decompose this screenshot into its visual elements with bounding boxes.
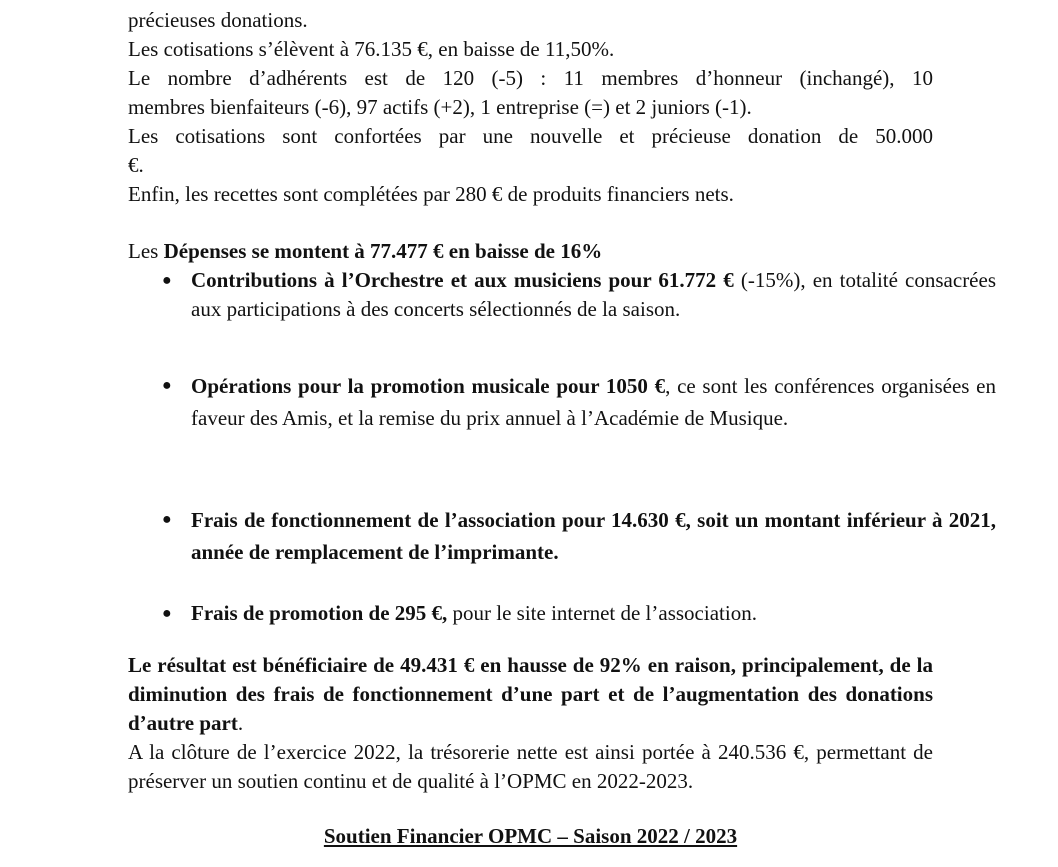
paragraph-line: précieuses donations. [128, 8, 308, 32]
paragraph-line: €. [128, 153, 144, 177]
section-title: Soutien Financier OPMC – Saison 2022 / 2023 [323, 824, 738, 848]
paragraph-line: Les cotisations sont confortées par une nouvelle et précieuse donation de 50.000 [128, 124, 933, 148]
bullet-bold: Frais de fonctionnement de l’association pour 14.630 €, soit un montant inférieur à 2021, année de remplacement de l’imprimante. [191, 508, 996, 564]
bullet-dot-icon: ● [162, 272, 172, 289]
bullet-text: pour le site internet de l’association. [447, 601, 757, 625]
bullet-dot-icon: ● [162, 377, 172, 394]
bullet-bold: Frais de promotion de 295 €, [191, 601, 448, 625]
bullet-bold: Contributions à l’Orchestre et aux musiciens pour 61.772 € [191, 268, 734, 292]
cloture-paragraph: A la clôture de l’exercice 2022, la trésorerie nette est ainsi portée à 240.536 €, permettant de préserver un soutien continu et de qualité à l’OPMC en 2022-2023. [128, 740, 933, 793]
bullet-bold: Opérations pour la promotion musicale pour 1050 € [191, 374, 666, 398]
bullet-dot-icon: ● [162, 511, 172, 528]
depenses-prefix: Les [128, 239, 164, 263]
bullet-dot-icon: ● [162, 605, 172, 622]
paragraph-line: membres bienfaiteurs (-6), 97 actifs (+2), 1 entreprise (=) et 2 juniors (-1). [128, 95, 752, 119]
resultat-paragraph [128, 651, 933, 738]
list-item [128, 370, 996, 434]
resultat-end: . [237, 711, 244, 735]
depenses-bold: Dépenses se montent à 77.477 € en baisse de 16% [163, 239, 603, 263]
list-item [128, 599, 996, 628]
depenses-heading [128, 237, 602, 266]
list-item [128, 504, 996, 568]
paragraph-line: Enfin, les recettes sont complétées par 280 € de produits financiers nets. [128, 182, 734, 206]
paragraph-line: Les cotisations s’élèvent à 76.135 €, en baisse de 11,50%. [128, 37, 615, 61]
list-item [128, 266, 996, 324]
bullet-text: , ce sont les conférences organisées en faveur des Amis, et la remise du prix annuel à l’Académie de Musique. [191, 374, 996, 430]
paragraph-line: Le nombre d’adhérents est de 120 (-5) : 11 membres d’honneur (inchangé), 10 [128, 66, 933, 90]
bullet-text: (-15%), en totalité consacrées aux participations à des concerts sélectionnés de la saison. [191, 268, 996, 321]
resultat-bold: Le résultat est bénéficiaire de 49.431 € en hausse de 92% en raison, principalement, de la diminution des frais de fonctionnement d’une part et de l’augmentation des donations d’autre part [128, 653, 933, 735]
